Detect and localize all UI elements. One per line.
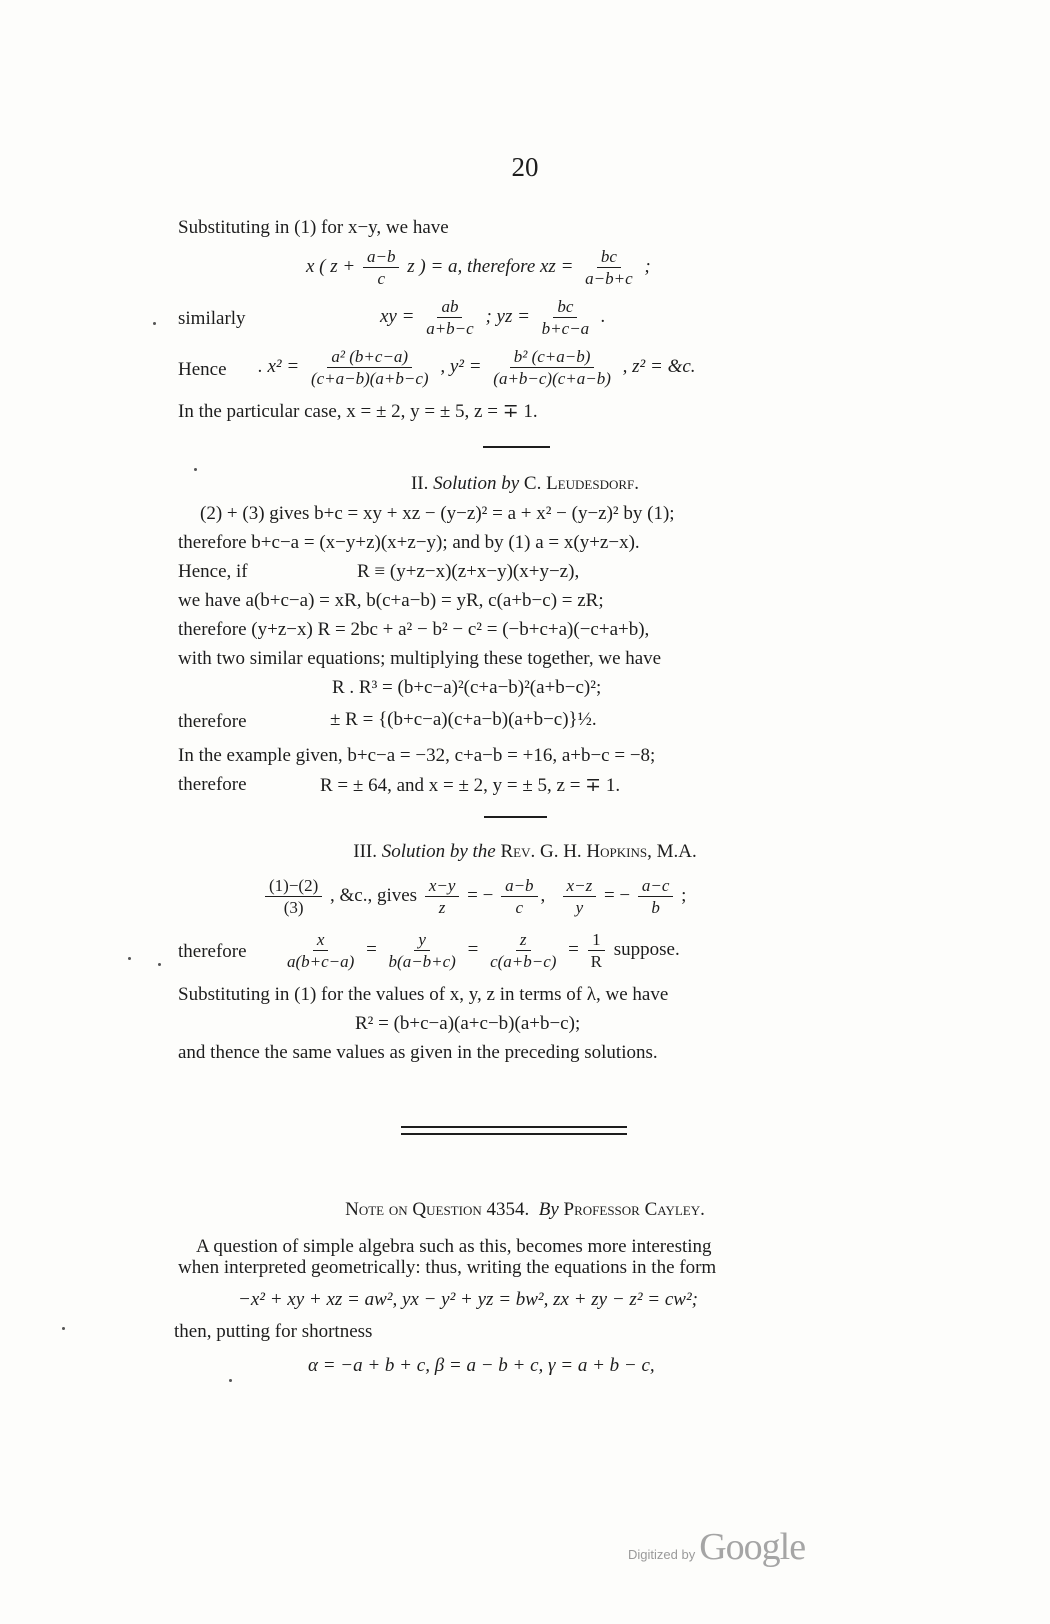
text-line: similarly	[178, 308, 246, 329]
numerator: bc	[597, 246, 621, 268]
denominator: y	[575, 898, 584, 917]
speck	[153, 322, 156, 325]
text-line: Substituting in (1) for x−y, we have	[178, 217, 449, 238]
text-line: (2) + (3) gives b+c = xy + xz − (y−z)² = a + x² − (y−z)² by (1);	[200, 503, 675, 524]
heading-italic: Solution by the	[381, 841, 496, 862]
text-line: with two similar equations; multiplying these together, we have	[178, 648, 662, 669]
speck	[158, 963, 161, 966]
fraction	[563, 875, 597, 918]
text-line: R² = (b+c−a)(a+c−b)(a+b−c);	[355, 1013, 581, 1034]
denominator: (3)	[283, 898, 304, 917]
denominator: b(a−b+c)	[388, 952, 456, 971]
heading-part: II.	[410, 473, 434, 494]
heading-author: Professor Cayley.	[563, 1199, 705, 1220]
text-line: Substituting in (1) for the values of x, y, z in terms of λ, we have	[178, 984, 669, 1005]
equation-xz	[306, 246, 651, 289]
numerator: x−y	[425, 875, 460, 897]
fraction	[363, 246, 399, 289]
speck	[229, 1379, 232, 1382]
heading-italic: By	[538, 1199, 559, 1220]
speck	[62, 1327, 65, 1330]
numerator: z	[516, 929, 531, 951]
eq-text: =	[366, 938, 377, 960]
fraction	[283, 929, 358, 972]
heading-part: III.	[353, 841, 382, 862]
numerator: b² (c+a−b)	[510, 346, 595, 368]
denominator: z	[438, 898, 446, 917]
numerator: a−b	[363, 246, 399, 268]
numerator: bc	[553, 296, 577, 318]
denominator: b	[651, 898, 660, 917]
denominator: (a+b−c)(c+a−b)	[493, 369, 611, 388]
text-line: therefore	[178, 941, 247, 962]
eq-text: = −	[603, 884, 631, 906]
eq-text: , z² = &c.	[622, 355, 696, 377]
eq-text: = −	[467, 884, 494, 906]
eq-text: suppose.	[613, 938, 680, 960]
equation-line: α = −a + b + c, β = a − b + c, γ = a + b − c,	[308, 1355, 655, 1376]
text-line: A question of simple algebra such as this, becomes more interesting	[196, 1236, 712, 1257]
divider	[401, 1133, 627, 1135]
text-line: R ≡ (y+z−x)(z+x−y)(x+y−z),	[357, 561, 580, 582]
equation-gives: $\frac{(1)-(2)}{(3)}$ , &c., gives $\frac{x-y}{z}$ = − $\frac{a-b}{c}$ , $\frac{x-z}{y}$ = − $\frac{a-c}{b}$ ;	[262, 875, 686, 918]
numerator: a−c	[638, 875, 674, 897]
text-line: Hence	[178, 359, 227, 380]
eq-text: ;	[644, 255, 651, 277]
text-line: In the particular case, x = ± 2, y = ± 5, z = ∓ 1.	[178, 401, 538, 422]
watermark-small: Digitized by	[628, 1547, 696, 1562]
text-line: Hence, if	[178, 561, 248, 582]
numerator: 1	[588, 929, 605, 951]
eq-text: =	[568, 938, 579, 960]
fraction	[587, 929, 606, 972]
heading-author: Rev. G. H. Hopkins, M.A.	[495, 841, 697, 862]
eq-text: . x² =	[258, 355, 300, 377]
denominator: c(a+b−c)	[490, 952, 557, 971]
denominator: a−b+c	[585, 269, 633, 288]
eq-text: .	[600, 305, 606, 327]
equation-therefore	[280, 929, 680, 972]
text-line: and thence the same values as given in the preceding solutions.	[178, 1042, 658, 1063]
eq-text: z ) = a, therefore xz =	[407, 255, 574, 277]
eq-text: ; yz =	[485, 305, 530, 327]
text-line: therefore	[178, 711, 247, 732]
speck	[128, 957, 131, 960]
fraction	[581, 246, 637, 289]
text-line: then, putting for shortness	[174, 1321, 373, 1342]
denominator: a+b−c	[426, 319, 474, 338]
eq-text: ;	[681, 884, 687, 906]
text-line: R = ± 64, and x = ± 2, y = ± 5, z = ∓ 1.	[320, 775, 621, 796]
text-line: therefore b+c−a = (x−y+z)(x+z−y); and by (1) a = x(y+z−x).	[178, 532, 640, 553]
fraction	[538, 296, 594, 339]
text-line: ± R = {(b+c−a)(c+a−b)(a+b−c)}½.	[330, 709, 597, 730]
google-logo: Google	[699, 1526, 806, 1568]
divider	[401, 1126, 627, 1128]
page-number: 20	[511, 152, 539, 182]
text-line: In the example given, b+c−a = −32, c+a−b = +16, a+b−c = −8;	[178, 745, 656, 766]
heading-italic: Solution by	[433, 473, 520, 494]
section-heading	[0, 841, 1050, 863]
numerator: y	[414, 929, 430, 951]
speck	[194, 468, 197, 471]
eq-text: =	[467, 938, 479, 960]
equation-similarly	[380, 296, 606, 339]
fraction	[638, 875, 674, 918]
numerator: a−b	[501, 875, 537, 897]
fraction	[486, 929, 560, 972]
denominator: a(b+c−a)	[287, 952, 355, 971]
heading-author: C. Leudesdorf.	[519, 473, 640, 494]
text-line: therefore	[178, 774, 247, 795]
fraction	[422, 296, 478, 339]
numerator: ab	[437, 296, 462, 318]
denominator: c	[515, 898, 524, 917]
denominator: (c+a−b)(a+b−c)	[310, 369, 429, 388]
section-heading	[0, 473, 1050, 495]
eq-text: x ( z +	[306, 255, 356, 277]
text-line: we have a(b+c−a) = xR, b(c+a−b) = yR, c(a+b−c) = zR;	[178, 590, 604, 611]
denominator: R	[590, 952, 602, 971]
numerator: a² (b+c−a)	[327, 346, 412, 368]
fraction	[307, 346, 433, 389]
numerator: (1)−(2)	[265, 875, 322, 897]
text-line: therefore (y+z−x) R = 2bc + a² − b² − c² = (−b+c+a)(−c+a+b),	[178, 619, 650, 640]
eq-text: , &c., gives	[329, 884, 418, 906]
denominator: c	[377, 269, 385, 288]
google-watermark	[628, 1525, 805, 1569]
text-line: R . R³ = (b+c−a)²(c+a−b)²(a+b−c)²;	[332, 677, 602, 698]
fraction	[265, 875, 322, 918]
section-heading	[0, 1199, 1050, 1221]
equation-hence	[258, 346, 696, 389]
divider	[483, 446, 550, 448]
text-line: when interpreted geometrically: thus, writing the equations in the form	[178, 1257, 717, 1278]
fraction	[501, 875, 537, 918]
equation-line: −x² + xy + xz = aw², yx − y² + yz = bw², zx + zy − z² = cw²;	[238, 1289, 698, 1310]
fraction	[425, 875, 460, 918]
divider	[484, 816, 547, 818]
numerator: x−z	[563, 875, 597, 897]
fraction	[489, 346, 615, 389]
denominator: b+c−a	[541, 319, 590, 338]
eq-text: xy =	[380, 305, 415, 327]
numerator: x	[313, 929, 329, 951]
fraction	[385, 929, 460, 972]
heading-part: Note on Question 4354.	[345, 1199, 530, 1220]
eq-text: , y² =	[440, 355, 482, 377]
